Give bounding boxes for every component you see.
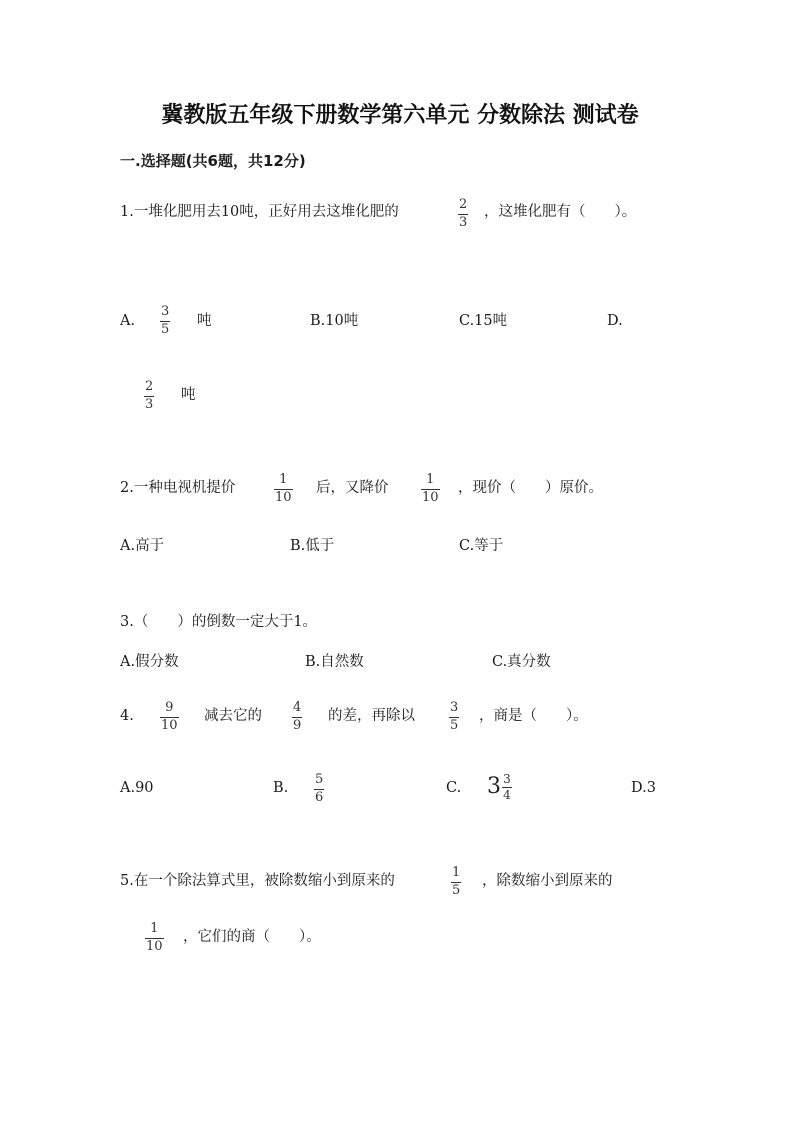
q1-fraction: 2 3: [459, 197, 468, 230]
q4-fraction-1: 9 10: [161, 700, 178, 733]
q5-fraction-2: 1 10: [146, 921, 163, 954]
q5-stem-mid: ，除数缩小到原来的: [482, 873, 613, 889]
q4-option-c-label: C.: [446, 780, 462, 796]
q1-option-d-fraction: 2 3: [145, 379, 154, 412]
q1-option-c: C.15吨: [459, 313, 508, 329]
q5-stem-text: 5.在一个除法算式里，被除数缩小到原来的: [120, 873, 395, 889]
q2-option-c: C.等于: [459, 538, 504, 554]
q1-option-d-label: D.: [607, 313, 623, 329]
q4-option-a: A.90: [120, 780, 154, 796]
q5-stem-tail: ，它们的商（ ）。: [183, 929, 321, 945]
q2-fraction-1: 1 10: [275, 472, 292, 505]
q1-option-a-label: A.: [120, 313, 136, 329]
q2-option-b: B.低于: [290, 538, 335, 554]
q3-stem-text: 3.（ ）的倒数一定大于1。: [120, 614, 318, 630]
q3-option-a: A.假分数: [120, 654, 179, 670]
section-heading: 一.选择题(共6题，共12分): [120, 152, 306, 170]
q4-option-d: D.3: [631, 780, 656, 796]
q2-stem-mid: 后，又降价: [316, 480, 389, 496]
q1-stem-text: 1.一堆化肥用去10吨，正好用去这堆化肥的: [120, 204, 399, 220]
q3-option-c: C.真分数: [492, 654, 551, 670]
q1-option-b: B.10吨: [310, 313, 359, 329]
q4-fraction-3: 3 5: [450, 700, 459, 733]
q4-fraction-2: 4 9: [293, 700, 302, 733]
q4-number: 4.: [120, 708, 134, 724]
q4-stem-mid-2: 的差，再除以: [328, 708, 415, 724]
q1-option-d-unit: 吨: [181, 387, 196, 403]
q1-option-a-fraction: 3 5: [161, 304, 170, 337]
q4-option-b-fraction: 5 6: [315, 772, 324, 805]
q4-stem-mid-1: 减去它的: [204, 708, 262, 724]
q4-option-b-label: B.: [273, 780, 289, 796]
q5-fraction-1: 1 5: [452, 865, 461, 898]
q2-stem-tail: ，现价（ ）原价。: [458, 480, 603, 496]
q2-fraction-2: 1 10: [422, 472, 439, 505]
page-title: 冀教版五年级下册数学第六单元 分数除法 测试卷: [161, 103, 639, 128]
q1-option-a-unit: 吨: [197, 313, 212, 329]
q3-option-b: B.自然数: [305, 654, 364, 670]
q2-stem-text: 2.一种电视机提价: [120, 480, 236, 496]
q2-option-a: A.高于: [120, 538, 165, 554]
q4-stem-tail: ，商是（ ）。: [479, 708, 588, 724]
q1-stem-tail: ，这堆化肥有（ ）。: [484, 204, 637, 220]
q4-option-c-mixed-number: 3 $\frac{3}{4}$: [487, 772, 511, 802]
